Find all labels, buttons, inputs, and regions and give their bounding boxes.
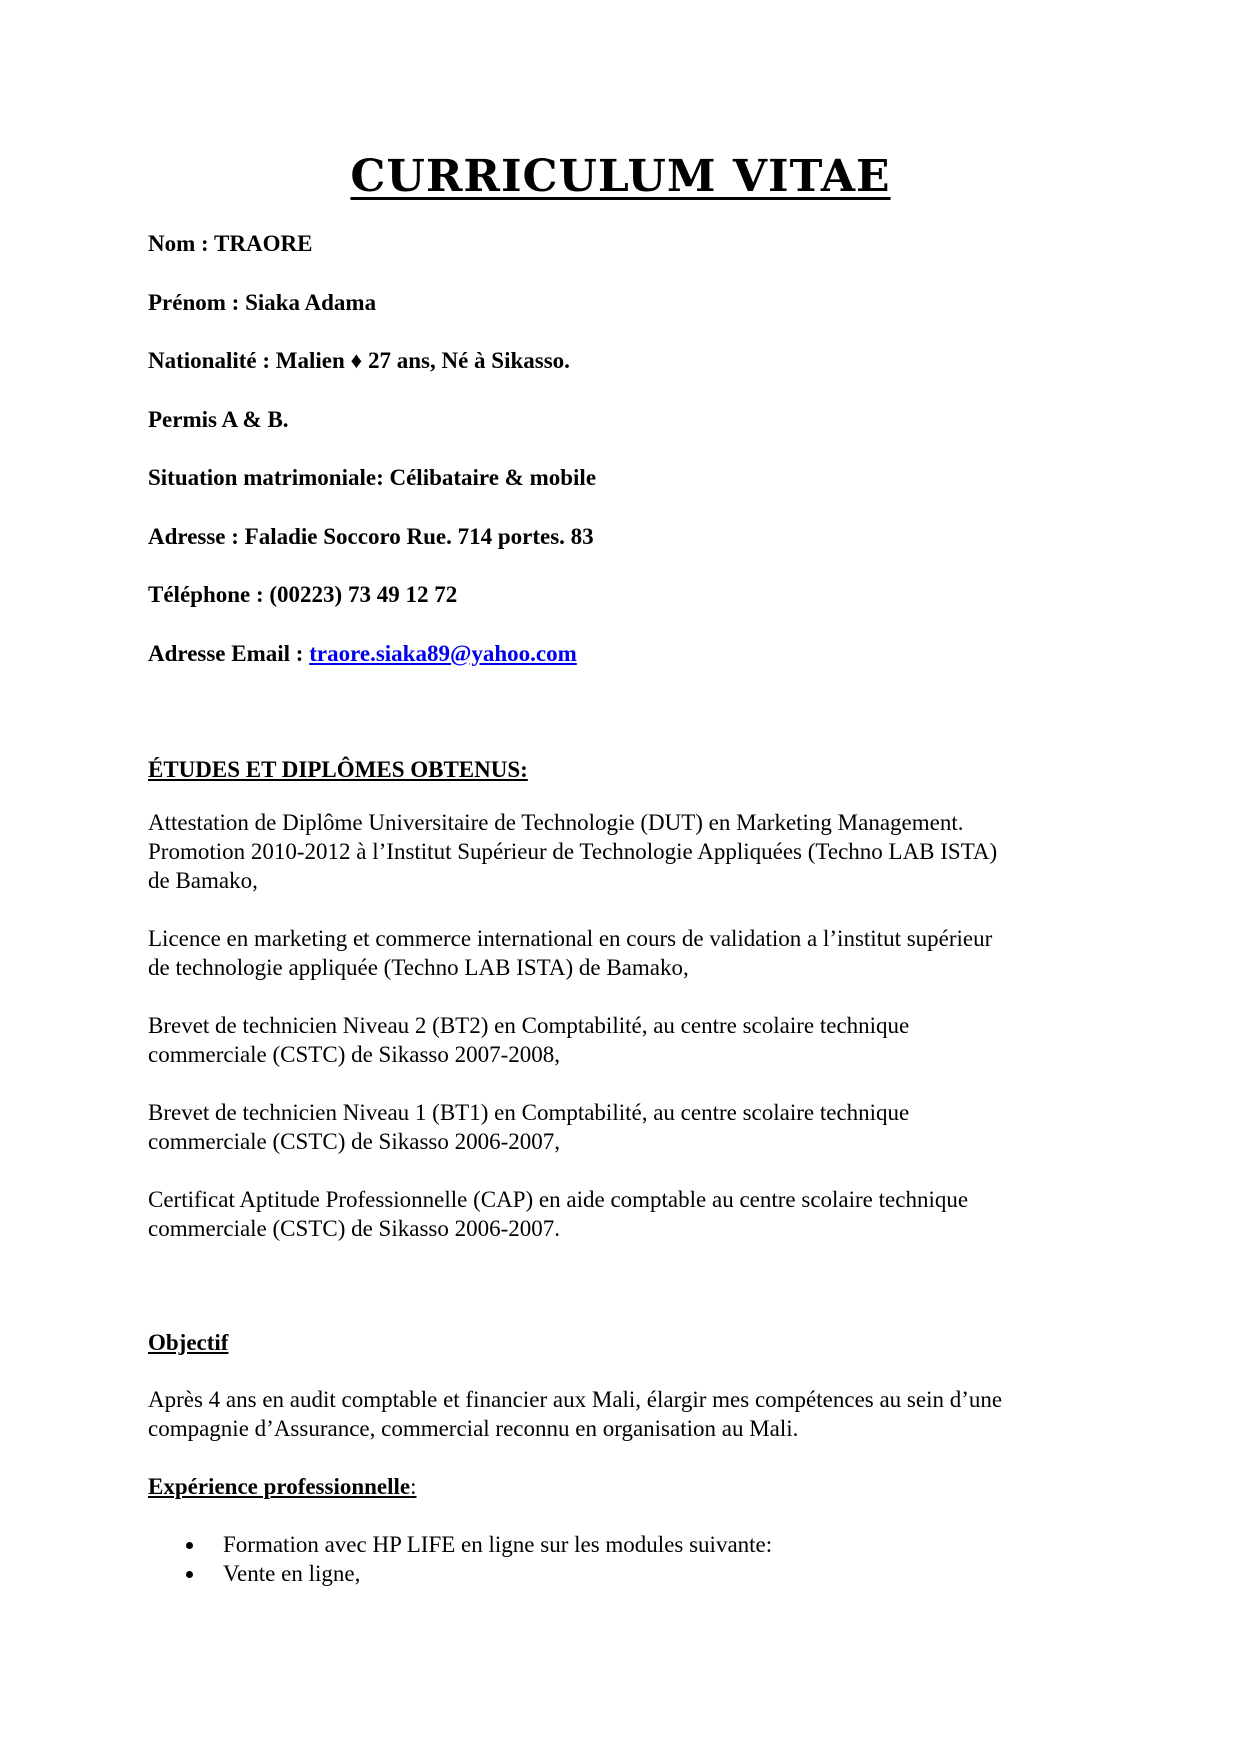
etudes-item-5 <box>148 1185 1108 1243</box>
etudes-item-3-line-1: Brevet de technicien Niveau 2 (BT2) en Comptabilité, au centre scolaire technique <box>148 1013 910 1038</box>
info-nationalite: Nationalité : Malien ♦ 27 ans, Né à Sikasso. <box>148 348 570 373</box>
info-permis: Permis A & B. <box>148 406 289 432</box>
experience-heading-row <box>148 1472 417 1502</box>
info-telephone: Téléphone : (00223) 73 49 12 72 <box>148 582 458 607</box>
info-prenom: Prénom : Siaka Adama <box>148 289 377 315</box>
experience-colon: : <box>410 1474 417 1499</box>
etudes-item-1-line-3: de Bamako, <box>148 868 258 893</box>
etudes-item-4-line-1: Brevet de technicien Niveau 1 (BT1) en Comptabilité, au centre scolaire technique <box>148 1100 910 1125</box>
etudes-item-1 <box>148 808 1108 895</box>
etudes-item-1-line-1: Attestation de Diplôme Universitaire de Technologie (DUT) en Marketing Management. <box>148 810 964 835</box>
list-item-text: Formation avec HP LIFE en ligne sur les modules suivante: <box>223 1532 773 1557</box>
objectif-heading: Objectif <box>148 1330 229 1355</box>
etudes-item-2-line-2: de technologie appliquée (Techno LAB ISTA) de Bamako, <box>148 955 689 980</box>
list-item-text: Vente en ligne, <box>223 1561 361 1586</box>
objectif-line-2: compagnie d’Assurance, commercial reconnu en organisation au Mali. <box>148 1416 799 1441</box>
email-label: Adresse Email : <box>148 640 310 666</box>
email-link[interactable]: traore.siaka89@yahoo.com <box>309 640 577 666</box>
etudes-item-5-line-1: Certificat Aptitude Professionnelle (CAP) en aide comptable au centre scolaire technique <box>148 1187 969 1212</box>
info-adresse: Adresse : Faladie Soccoro Rue. 714 portes. 83 <box>148 523 594 549</box>
objectif-line-1: Après 4 ans en audit comptable et financier aux Mali, élargir mes compétences au sein d’une <box>148 1387 1003 1412</box>
objectif-text <box>148 1385 1108 1443</box>
bullet-icon <box>186 1542 193 1549</box>
page-title: CURRICULUM VITAE <box>350 151 891 202</box>
experience-heading: Expérience professionnelle <box>148 1474 411 1499</box>
etudes-item-5-line-2: commerciale (CSTC) de Sikasso 2006-2007. <box>148 1216 561 1241</box>
etudes-item-3-line-2: commerciale (CSTC) de Sikasso 2007-2008, <box>148 1042 561 1067</box>
etudes-item-1-line-2: Promotion 2010-2012 à l’Institut Supérieur de Technologie Appliquées (Techno LAB ISTA) <box>148 839 998 864</box>
personal-info <box>148 229 596 697</box>
info-email-row <box>148 639 596 669</box>
info-situation: Situation matrimoniale: Célibataire & mobile <box>148 465 597 490</box>
info-nom: Nom : TRAORE <box>148 231 313 256</box>
etudes-item-3 <box>148 1011 1108 1069</box>
etudes-heading: ÉTUDES ET DIPLÔMES OBTENUS: <box>148 757 528 782</box>
etudes-item-2-line-1: Licence en marketing et commerce international en cours de validation a l’institut supérieur <box>148 926 993 951</box>
etudes-item-4 <box>148 1098 1108 1156</box>
etudes-item-4-line-2: commerciale (CSTC) de Sikasso 2006-2007, <box>148 1129 561 1154</box>
bullet-icon <box>186 1571 193 1578</box>
etudes-item-2 <box>148 924 1108 982</box>
